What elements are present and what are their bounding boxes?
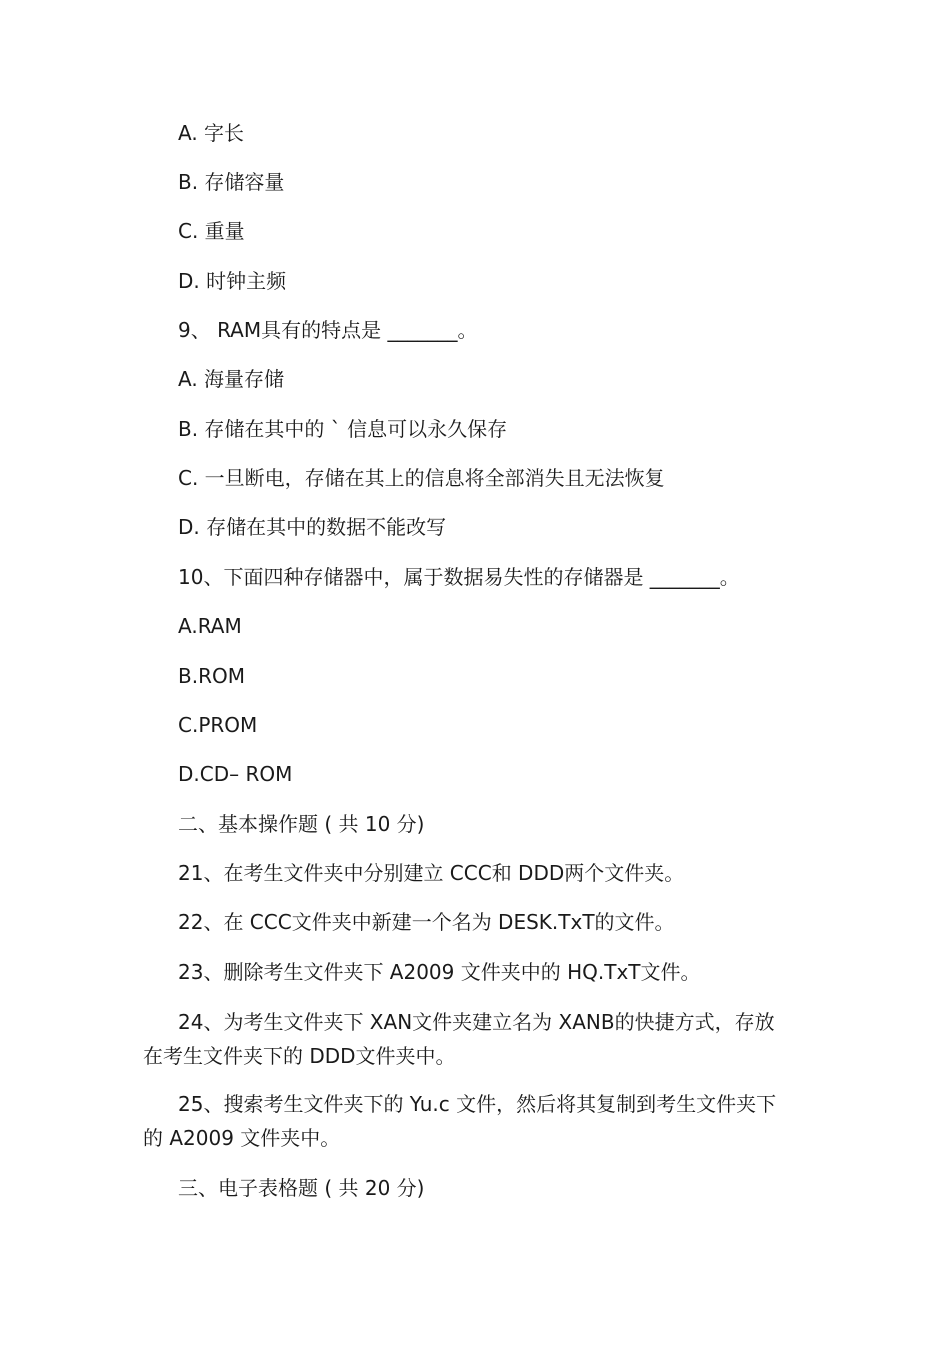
question-10: 10、下面四种存储器中，属于数据易失性的存储器是 _______。 — [178, 565, 740, 589]
task-25: 25、搜索考生文件夹下的 Yu.c 文件，然后将其复制到考生文件夹下的 A2009 文件夹中。 — [143, 1092, 777, 1150]
option-a-word-length: A. 字长 — [178, 121, 245, 145]
task-21: 21、在考生文件夹中分别建立 CCC和 DDD两个文件夹。 — [178, 861, 685, 885]
q9-option-d: D. 存储在其中的数据不能改写 — [178, 515, 447, 539]
option-c-weight: C. 重量 — [178, 219, 245, 243]
option-d-clock-frequency: D. 时钟主频 — [178, 269, 287, 293]
task-23: 23、删除考生文件夹下 A2009 文件夹中的 HQ.TxT文件。 — [178, 960, 701, 984]
q10-option-c: C.PROM — [178, 713, 258, 737]
question-9: 9、 RAM具有的特点是 _______。 — [178, 318, 478, 342]
q10-option-a: A.RAM — [178, 614, 242, 638]
section-3-heading: 三、电子表格题 ( 共 20 分) — [178, 1176, 425, 1200]
task-22: 22、在 CCC文件夹中新建一个名为 DESK.TxT的文件。 — [178, 910, 675, 934]
task-24: 24、为考生文件夹下 XAN文件夹建立名为 XANB的快捷方式，存放在考生文件夹下的 DDD文件夹中。 — [143, 1010, 775, 1068]
q9-option-b: B. 存储在其中的 ` 信息可以永久保存 — [178, 417, 508, 441]
option-b-storage-capacity: B. 存储容量 — [178, 170, 285, 194]
q10-option-d: D.CD– ROM — [178, 762, 293, 786]
q9-option-c: C. 一旦断电，存储在其上的信息将全部消失且无法恢复 — [178, 466, 665, 490]
q10-option-b: B.ROM — [178, 664, 245, 688]
q9-option-a: A. 海量存储 — [178, 367, 285, 391]
section-2-heading: 二、基本操作题 ( 共 10 分) — [178, 812, 425, 836]
